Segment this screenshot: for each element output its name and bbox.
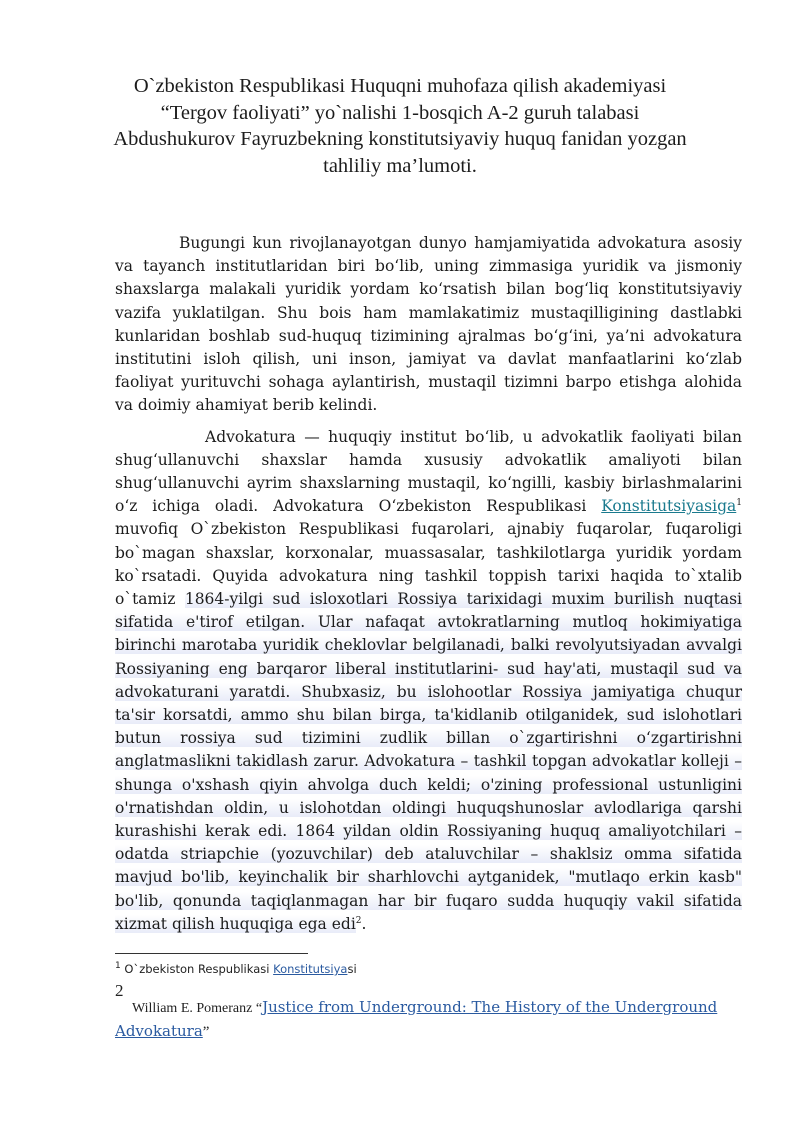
footnote-2-marker: 2 <box>115 981 124 1000</box>
constitution-link[interactable]: Konstitutsiyasiga <box>601 497 737 516</box>
title-line: Abdushukurov Fayruzbekning konstitutsiyaviy huquq fanidan yozgan <box>113 128 687 150</box>
footnote-tail: ” <box>202 1024 210 1040</box>
paragraph-text: muvofiq O`zbekiston Respublikasi fuqarolari, ajnabiy fuqarolar, fuqaroligi bo`magan shaxslar, korxonalar, muassasalar, tashkilotlarga yuridik yordam ko`rsatadi. Quyida advokatura ning tashkil toppish tarixi haqida to`xtalib o`tamiz <box>115 520 742 609</box>
footnote-marker: 1 <box>115 961 121 972</box>
title-line: “Tergov faoliyati” yo`nalishi 1-bosqich A-2 guruh talabasi <box>160 101 640 124</box>
footnote-author: William E. Pomeranz “ <box>132 1001 263 1016</box>
footnote-tail: si <box>347 962 357 976</box>
title-line: tahliliy ma’lumoti. <box>323 154 477 177</box>
footnote-ref-2[interactable]: 2 <box>355 915 362 926</box>
footnote-text: O`zbekiston Respublikasi <box>120 962 274 976</box>
title-line: O`zbekiston Respublikasi Huquqni muhofaza qilish akademiyasi <box>133 75 667 97</box>
footnote-1 <box>115 962 357 976</box>
paragraph-text: Advokatura — huquqiy institut bo‘lib, u advokatlik faoliyati bilan shug‘ullanuvchi shaxslar hamda xususiy advokatlik amaliyoti bilan shug‘ullanuvchi ayrim shaxslarning mustaqil, ko‘ngilli, kasbiy birlashmalarini o‘z ichiga oladi. Advokatura O‘zbekiston Respublikasi <box>115 427 742 516</box>
footnote-ref-1[interactable]: 1 <box>736 498 742 509</box>
footnote-constitution-link[interactable]: Konstitutsiya <box>273 962 348 976</box>
paragraph-intro: Bugungi kun rivojlanayotgan dunyo hamjamiyatida advokatura asosiy va tayanch institutlaridan biri bo‘lib, uning zimmasiga yuridik va jismoniy shaxslarga malakali yuridik yordam ko‘rsatish bilan bog‘liq konstitutsiyaviy vazifa yuklatilgan. Shu bois ham mamlakatimiz mustaqilligining dastlabki kunlaridan boshlab sud-huquq tizimining ajralmas bo‘g‘ini, ya’ni advokatura institutini isloh qilish, uni inson, jamiyat va davlat manfaatlarini ko‘zlab faoliyat yurituvchi sohaga aylantirish, mustaqil tizimni barpo etishga alohida va doimiy ahamiyat berib kelindi. <box>115 234 742 415</box>
highlighted-text: 1864-yilgi sud isloxotlari Rossiya tarixidagi muxim burilish nuqtasi sifatida e'tirof etilgan. Ular nafaqat avtokratlarning mutloq hokimiyatiga birinchi marotaba yuridik cheklovlar belgilanadi, balki revolyutsiyadan avvalgi Rossiyaning eng barqaror liberal institutlarini- sud hay'ati, mustaqil sud va advokaturani yaratdi. Shubxasiz, bu islohootlar Rossiya jamiyatiga chuqur ta'sir korsatdi, ammo shu bilan birga, ta'kidlanib otilganidek, sud islohotlari butun rossiya sud tizimini zudlik billan o`zgartirishni o‘zgartirishni anglatmaslikni takidlash zarur. Advokatura – tashkil topgan advokatlar kolleji – shunga o'xshash qiyin ahvolga duch keldi; o'zining professional ustunligini o'rnatishdan oldin, u islohotdan oldingi huquqshunoslar avlodlariga qarshi kurashishi kerak edi. 1864 yildan oldin Rossiyaning huquq amaliyotchilari – odatda striapchie (yozuvchilar) deb ataluvchilar – shaklsiz omma sifatida mavjud bo'lib, keyinchalik bir sharhlovchi aytganidek, "mutlaqo erkin kasb" bo'lib, qonunda taqiqlanmagan har bir fuqaro sudda huquqiy vakil sifatida xizmat qilish huquqiga ega edi <box>115 590 742 933</box>
footnote-separator <box>115 953 308 954</box>
footnote-2 <box>115 996 735 1043</box>
document-title <box>110 73 690 179</box>
footnote-source-link[interactable]: Justice from Underground: The History of the Underground Advokatura <box>115 998 718 1040</box>
document-body <box>115 232 742 936</box>
paragraph-advokatura <box>115 426 742 936</box>
paragraph-end: . <box>361 914 367 933</box>
